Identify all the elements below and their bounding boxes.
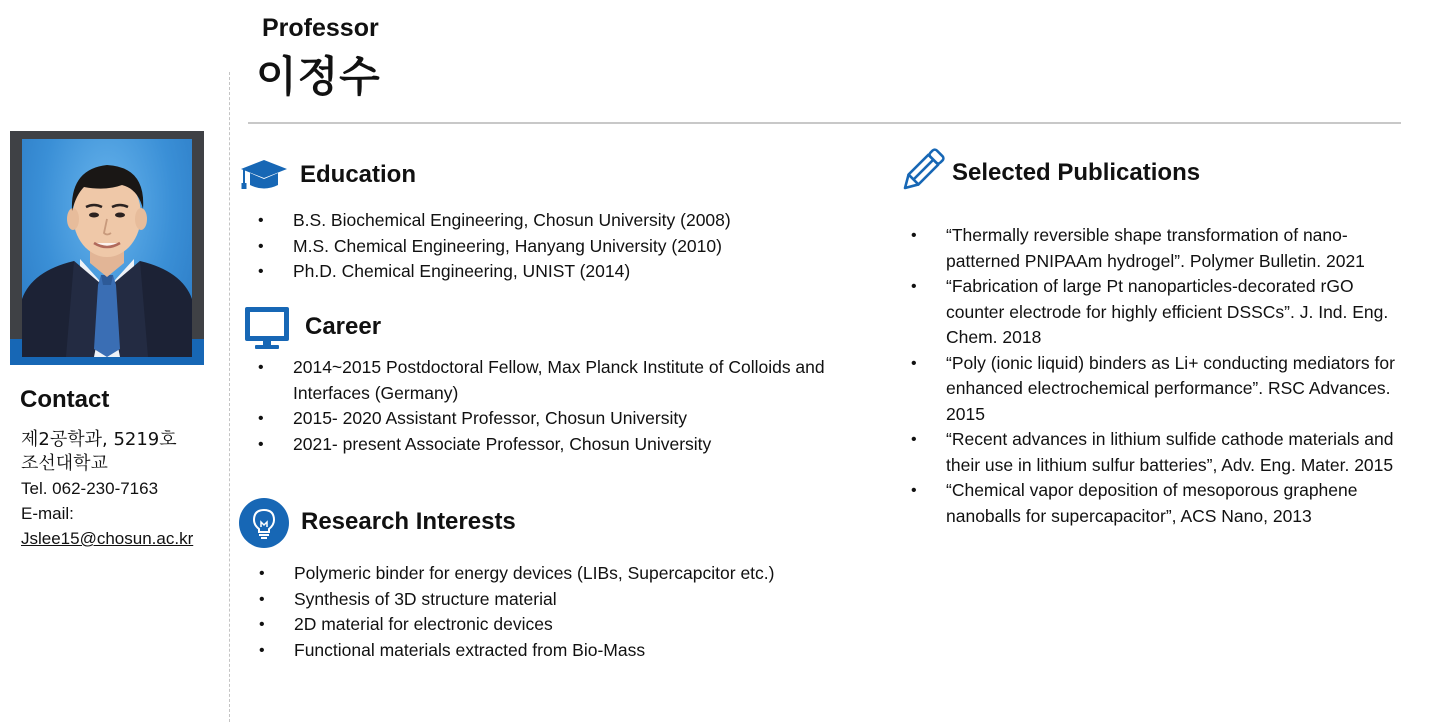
contact-heading: Contact	[20, 386, 110, 413]
list-item: • 2021- present Associate Professor, Chosun University	[258, 432, 848, 458]
list-item: • 2014~2015 Postdoctoral Fellow, Max Planck Institute of Colloids and Interfaces (Germany)	[258, 355, 848, 406]
list-item: • Synthesis of 3D structure material	[259, 587, 859, 613]
list-item: • 2015- 2020 Assistant Professor, Chosun University	[258, 406, 848, 432]
contact-tel: Tel. 062-230-7163	[21, 479, 159, 498]
contact-details	[21, 428, 211, 551]
education-title: Education	[300, 161, 417, 188]
list-item: • “Poly (ionic liquid) binders as Li+ conducting mediators for enhanced electrochemical performance”. RSC Advances. 2015	[911, 351, 1411, 428]
list-item: • Ph.D. Chemical Engineering, UNIST (2014)	[258, 259, 858, 285]
graduation-cap-icon	[240, 158, 288, 192]
page-role: Professor	[262, 14, 379, 42]
research-list	[259, 561, 859, 663]
publications-title: Selected Publications	[952, 159, 1201, 186]
list-item: • Polymeric binder for energy devices (LIBs, Supercapcitor etc.)	[259, 561, 859, 587]
research-title: Research Interests	[301, 508, 516, 535]
career-list	[258, 355, 848, 457]
contact-office: 제2공학과, 5219호	[21, 429, 177, 450]
header-divider	[248, 122, 1401, 124]
list-item: • “Chemical vapor deposition of mesoporous graphene nanoballs for supercapacitor”, ACS Nano, 2013	[911, 478, 1411, 529]
pencil-icon	[899, 148, 945, 194]
list-item: • “Thermally reversible shape transformation of nano-patterned PNIPAAm hydrogel”. Polymer Bulletin. 2021	[911, 223, 1411, 274]
list-item: • 2D material for electronic devices	[259, 612, 859, 638]
contact-university: 조선대학교	[21, 453, 108, 474]
contact-email-label: E-mail:	[21, 504, 74, 523]
career-title: Career	[305, 313, 382, 340]
list-item: • “Fabrication of large Pt nanoparticles-decorated rGO counter electrode for highly efficient DSSCs”. J. Ind. Eng. Chem. 2018	[911, 274, 1411, 351]
monitor-icon	[244, 305, 290, 351]
list-item: • “Recent advances in lithium sulfide cathode materials and their use in lithium sulfur batteries”, Adv. Eng. Mater. 2015	[911, 427, 1411, 478]
list-item: • Functional materials extracted from Bio-Mass	[259, 638, 859, 664]
profile-photo-frame	[10, 131, 204, 365]
portrait-illustration	[22, 139, 192, 357]
sidebar-divider	[229, 72, 230, 722]
page-title: 이정수	[256, 52, 381, 101]
profile-photo	[22, 139, 192, 357]
contact-email-link[interactable]: Jslee15@chosun.ac.kr	[21, 529, 194, 548]
publications-list	[911, 223, 1411, 529]
education-list	[258, 208, 858, 285]
list-item: • M.S. Chemical Engineering, Hanyang University (2010)	[258, 234, 858, 260]
lightbulb-icon	[238, 497, 290, 549]
list-item: • B.S. Biochemical Engineering, Chosun University (2008)	[258, 208, 858, 234]
